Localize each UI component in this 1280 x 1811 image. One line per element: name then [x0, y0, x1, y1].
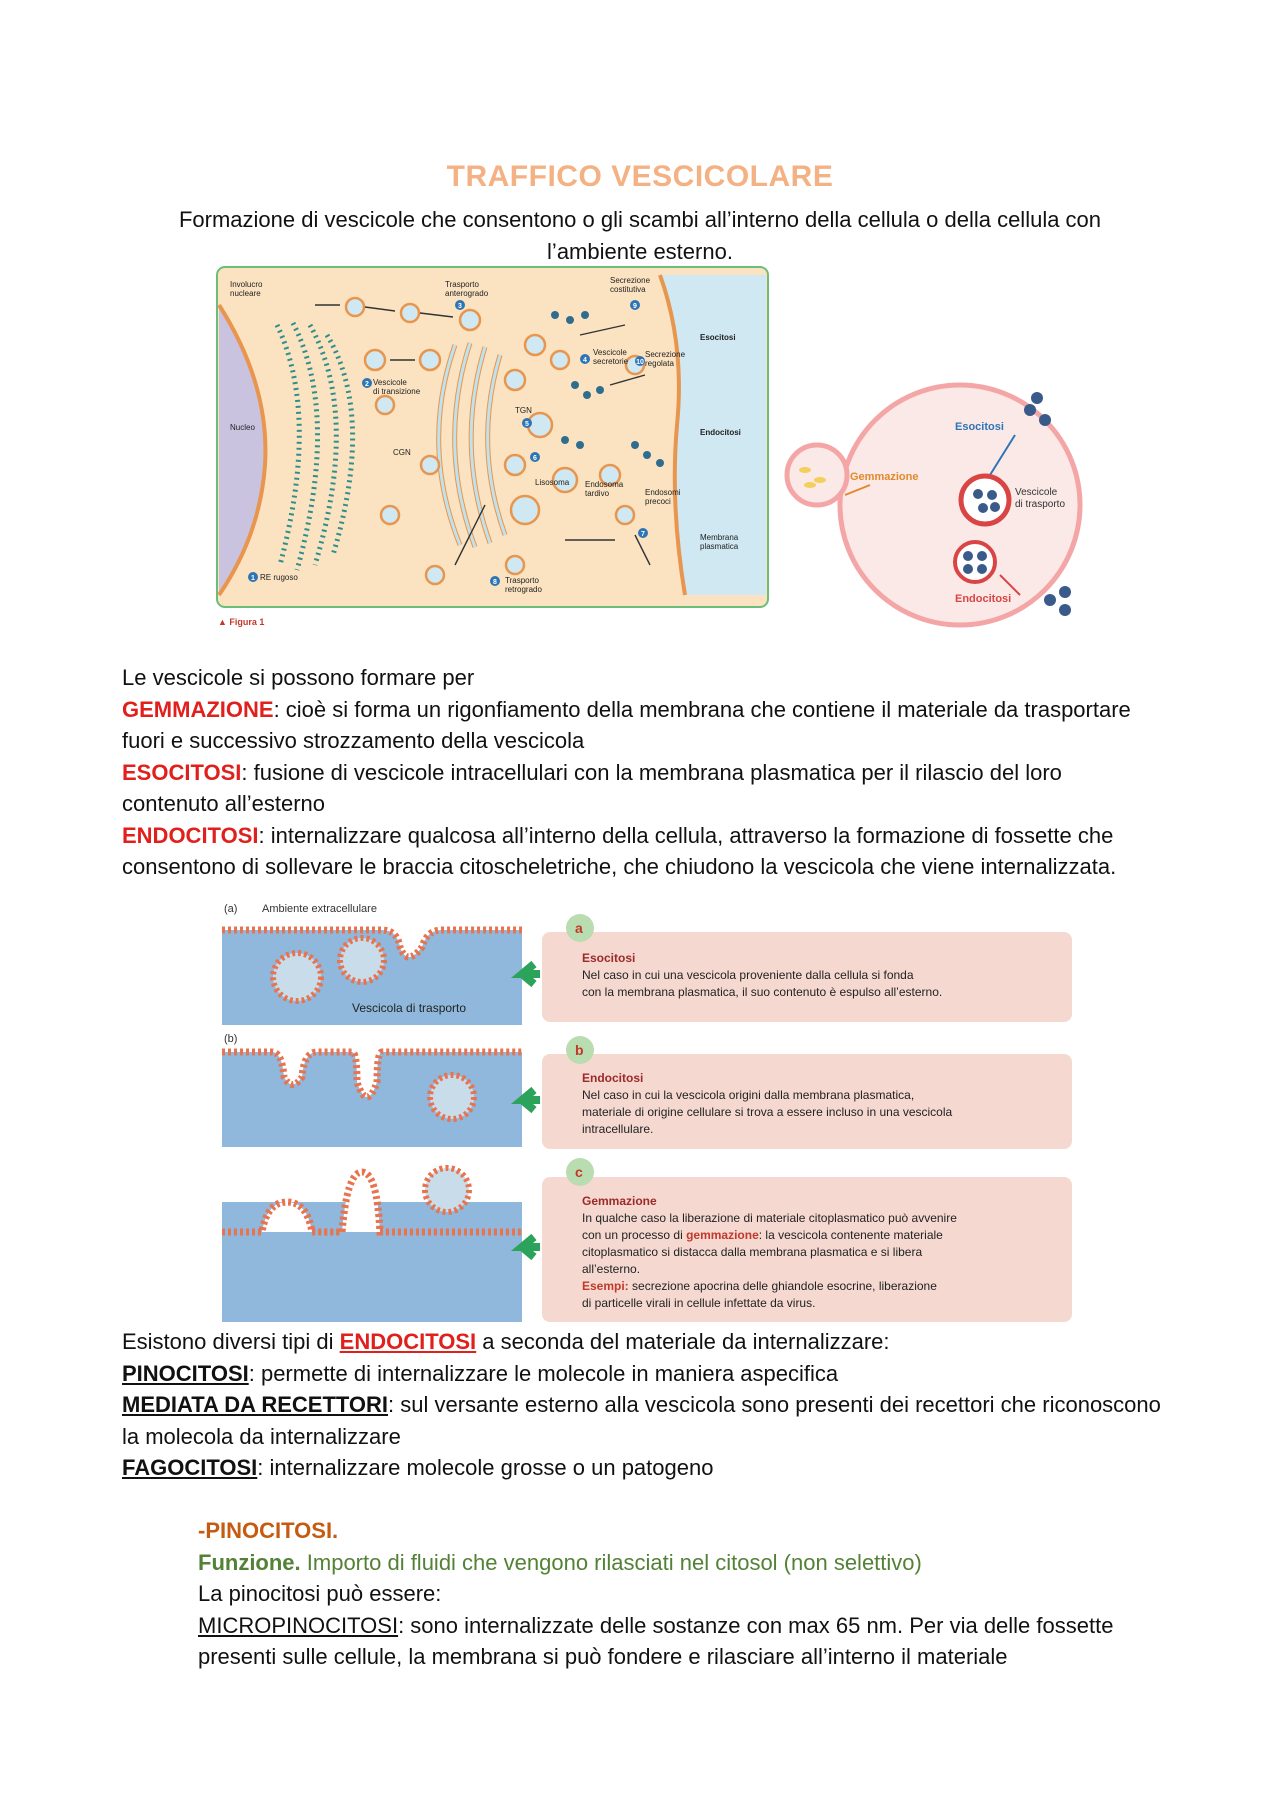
step-number: 2 [365, 381, 369, 388]
svg-text:▲ Figura 1: ▲ Figura 1 [218, 617, 265, 627]
svg-text:tardivo: tardivo [585, 489, 610, 498]
funzione-line: Funzione. Importo di fluidi che vengono rilasciati nel citosol (non selettivo) [198, 1549, 922, 1575]
esocitosi-term: ESOCITOSI [122, 759, 242, 785]
svg-text:regolata: regolata [645, 359, 674, 368]
svg-text:Nucleo: Nucleo [230, 423, 255, 432]
svg-text:nucleare: nucleare [230, 289, 261, 298]
mediata-term: MEDIATA DA RECETTORI [122, 1392, 389, 1417]
svg-text:Membrana: Membrana [700, 533, 739, 542]
svg-text:con un processo di gemmazione:: con un processo di gemmazione: la vescicola contenente materiale [582, 1228, 943, 1242]
svg-text:Vescicole: Vescicole [1015, 487, 1058, 498]
svg-text:anterogrado: anterogrado [445, 289, 489, 298]
svg-text:precoci: precoci [645, 497, 671, 506]
fagocitosi-definition: FAGOCITOSI: internalizzare molecole grosse o un patogeno [122, 1455, 714, 1480]
exo-endo-budding-figure [222, 902, 1072, 1322]
svg-text:Esocitosi: Esocitosi [700, 333, 736, 342]
endocytosis-types-intro: Esistono diversi tipi di ENDOCITOSI a seconda del materiale da internalizzare: [122, 1329, 890, 1354]
svg-text:secretorie: secretorie [593, 357, 629, 366]
step-number: 3 [458, 303, 462, 310]
svg-text:plasmatica: plasmatica [700, 542, 739, 551]
svg-text:Gemmazione: Gemmazione [850, 471, 919, 483]
svg-text:Gemmazione: Gemmazione [582, 1194, 657, 1208]
svg-text:Vescicole: Vescicole [373, 378, 407, 387]
step-number: 7 [641, 531, 645, 538]
svg-text:di particelle virali in cellul: di particelle virali in cellule infettate da virus. [582, 1296, 816, 1310]
esocitosi-definition: ESOCITOSI: fusione di vescicole intracellulari con la membrana plasmatica per il rilascio del loro contenuto all’esterno [122, 759, 1062, 816]
gemmazione-definition: GEMMAZIONE: cioè si forma un rigonfiamento della membrana che contiene il materiale da trasportare fuori e successivo strozzamento della vescicola [122, 696, 1131, 753]
gemmazione-term: GEMMAZIONE [122, 696, 274, 722]
svg-text:citoplasmatico si distacca dal: citoplasmatico si distacca dalla membrana plasmatica e si libera [582, 1245, 923, 1259]
svg-text:TGN: TGN [515, 406, 532, 415]
cell-vesicle-diagram [775, 370, 1085, 640]
svg-text:Trasporto: Trasporto [445, 280, 479, 289]
svg-text:b: b [575, 1042, 584, 1058]
svg-text:c: c [575, 1164, 583, 1180]
svg-text:CGN: CGN [393, 448, 411, 457]
vesicle-formation-paragraph [122, 662, 1162, 883]
svg-text:Vescicola di trasporto: Vescicola di trasporto [352, 1001, 467, 1015]
svg-text:Esocitosi: Esocitosi [582, 951, 636, 965]
svg-text:Involucro: Involucro [230, 280, 263, 289]
step-number: 10 [636, 359, 644, 366]
svg-text:costitutiva: costitutiva [610, 285, 646, 294]
step-number: 1 [251, 575, 255, 582]
svg-text:a: a [575, 920, 583, 936]
svg-text:Nel caso in cui una vescicola: Nel caso in cui una vescicola proveniente dalla cellula si fonda [582, 968, 914, 982]
pinocitosi-heading: -PINOCITOSI. [198, 1518, 339, 1543]
pinocitosi-term: PINOCITOSI [122, 1360, 249, 1386]
svg-text:di transizione: di transizione [373, 387, 421, 396]
endocitosi-term: ENDOCITOSI [122, 822, 259, 848]
vesicle-trafficking-figure [215, 265, 770, 630]
svg-text:Secrezione: Secrezione [610, 276, 651, 285]
svg-text:Endosoma: Endosoma [585, 480, 624, 489]
svg-text:Esocitosi: Esocitosi [955, 421, 1004, 433]
svg-text:Endosomi: Endosomi [645, 488, 681, 497]
step-number: 5 [525, 421, 529, 428]
endocitosi-definition: ENDOCITOSI: internalizzare qualcosa all’interno della cellula, attraverso la formazione di fossette che consentono di sollevare le braccia citoscheletriche, che chiudono la vescicola che viene internalizzata. [122, 822, 1117, 879]
svg-text:Ambiente extracellulare: Ambiente extracellulare [262, 903, 377, 915]
svg-text:Endocitosi: Endocitosi [582, 1071, 644, 1085]
intro-line: Le vescicole si possono formare per [122, 665, 475, 690]
svg-text:Nel caso in cui la vescicola o: Nel caso in cui la vescicola origini dalla membrana plasmatica, [582, 1088, 915, 1102]
page-subtitle: Formazione di vescicole che consentono o gli scambi all’interno della cellula o della cellula con l’ambiente esterno. [178, 207, 1102, 264]
svg-text:con la membrana plasmatica, il: con la membrana plasmatica, il suo contenuto è espulso all’esterno. [582, 985, 943, 999]
endocitosi-term-2: ENDOCITOSI [339, 1329, 477, 1354]
mediata-definition: MEDIATA DA RECETTORI: sul versante esterno alla vescicola sono presenti dei recettori che riconoscono la molecola da internalizzare [122, 1392, 1161, 1449]
endocytosis-types-paragraph [122, 1326, 1162, 1484]
svg-text:Trasporto: Trasporto [505, 576, 539, 585]
svg-text:In qualche caso la liberazione: In qualche caso la liberazione di materiale citoplasmatico può avvenire [582, 1211, 957, 1225]
svg-text:Vescicole: Vescicole [593, 348, 627, 357]
svg-text:(a): (a) [224, 903, 238, 915]
svg-text:(b): (b) [224, 1033, 238, 1045]
svg-text:retrogrado: retrogrado [505, 585, 542, 594]
svg-text:all’esterno.: all’esterno. [582, 1262, 641, 1276]
pinocitosi-section [198, 1515, 1178, 1673]
svg-text:Endocitosi: Endocitosi [700, 428, 741, 437]
svg-text:di trasporto: di trasporto [1015, 499, 1066, 510]
page-title: TRAFFICO VESCICOLARE [446, 160, 834, 193]
svg-text:materiale di origine cellulare: materiale di origine cellulare si trova a essere incluso in una vescicola [582, 1105, 953, 1119]
svg-text:Secrezione: Secrezione [645, 350, 686, 359]
fagocitosi-term: FAGOCITOSI [122, 1455, 258, 1480]
svg-text:RE rugoso: RE rugoso [260, 573, 298, 582]
step-number: 9 [633, 303, 637, 310]
pinocitosi-types-line: La pinocitosi può essere: [198, 1581, 442, 1606]
svg-text:Esempi: secrezione apocrina de: Esempi: secrezione apocrina delle ghiandole esocrine, liberazione [582, 1279, 937, 1293]
micropinocitosi-definition: MICROPINOCITOSI: sono internalizzate delle sostanze con max 65 nm. Per via delle fossette presenti sulle cellule, la membrana si può fondere e rilasciare all’interno il materiale [198, 1612, 1114, 1669]
pinocitosi-definition: PINOCITOSI: permette di internalizzare le molecole in maniera aspecifica [122, 1360, 839, 1386]
svg-text:Lisosoma: Lisosoma [535, 478, 570, 487]
svg-text:Endocitosi: Endocitosi [955, 593, 1012, 605]
step-number: 4 [583, 357, 587, 364]
step-number: 8 [493, 579, 497, 586]
step-number: 6 [533, 455, 537, 462]
svg-text:intracellulare.: intracellulare. [582, 1122, 654, 1136]
micropinocitosi-term: MICROPINOCITOSI [198, 1612, 399, 1638]
